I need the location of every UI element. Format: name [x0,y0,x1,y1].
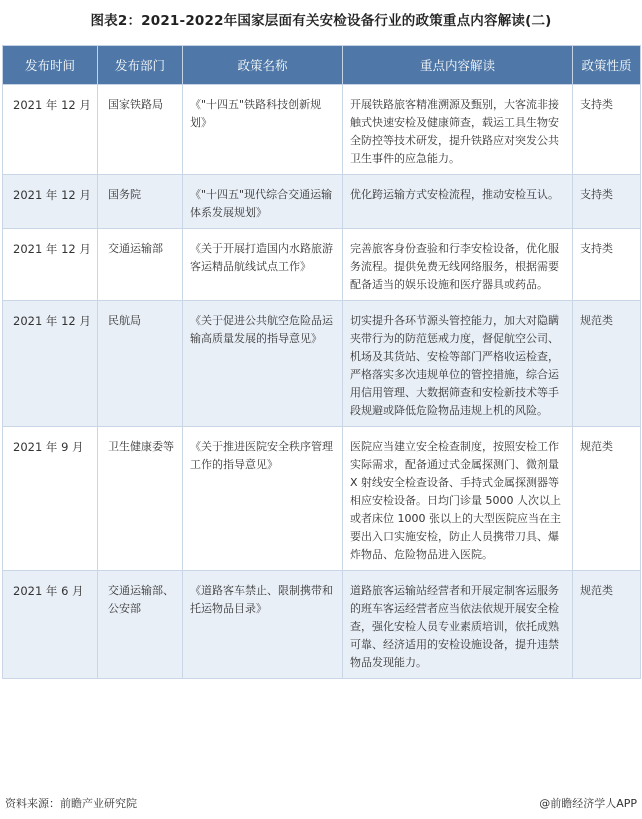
header-key-content: 重点内容解读 [343,46,573,85]
cell-date: 2021 年 12 月 [3,85,98,175]
cell-dept: 民航局 [98,301,183,427]
cell-policy-name: 《关于开展打造国内水路旅游客运精品航线试点工作》 [183,229,343,301]
table-row [3,175,641,229]
cell-key-content: 完善旅客身份查验和行李安检设备，优化服务流程。提供免费无线网络服务，根据需要配备适当的娱乐设施和医疗器具或药品。 [343,229,573,301]
table-header-row [3,46,641,85]
cell-dept: 国家铁路局 [98,85,183,175]
chart-title: 图表2：2021-2022年国家层面有关安检设备行业的政策重点内容解读(二) [90,13,552,29]
cell-policy-type: 规范类 [573,427,641,571]
header-policy-name: 政策名称 [183,46,343,85]
cell-date: 2021 年 12 月 [3,175,98,229]
cell-date: 2021 年 12 月 [3,229,98,301]
cell-key-content: 优化跨运输方式安检流程，推动安检互认。 [343,175,573,229]
cell-dept: 卫生健康委等 [98,427,183,571]
cell-policy-name: 《关于促进公共航空危险品运输高质量发展的指导意见》 [183,301,343,427]
table-row [3,427,641,571]
cell-policy-type: 规范类 [573,301,641,427]
cell-date: 2021 年 9 月 [3,427,98,571]
cell-policy-name: 《"十四五"现代综合交通运输体系发展规划》 [183,175,343,229]
cell-policy-name: 《"十四五"铁路科技创新规划》 [183,85,343,175]
header-policy-type: 政策性质 [573,46,641,85]
cell-key-content: 切实提升各环节源头管控能力，加大对隐瞒夹带行为的防范惩戒力度，督促航空公司、机场及其货站、安检等部门严格收运检查，严格落实多次违规单位的管控措施，综合运用信用管理、大数据筛查和安检新技术等手段规避或降低危险物品违规上机的风险。 [343,301,573,427]
cell-dept: 交通运输部、公安部 [98,571,183,679]
cell-policy-name: 《关于推进医院安全秩序管理工作的指导意见》 [183,427,343,571]
cell-policy-name: 《道路客车禁止、限制携带和托运物品目录》 [183,571,343,679]
cell-dept: 交通运输部 [98,229,183,301]
cell-date: 2021 年 6 月 [3,571,98,679]
policy-table [2,45,641,679]
source-note: 资料来源：前瞻产业研究院 [5,797,137,810]
cell-policy-type: 规范类 [573,571,641,679]
table-row [3,229,641,301]
cell-key-content: 开展铁路旅客精准溯源及甄别，大客流非接触式快速安检及健康筛查，载运工具生物安全防控等技术研发，提升铁路应对突发公共卫生事件的应急能力。 [343,85,573,175]
header-dept: 发布部门 [98,46,183,85]
cell-policy-type: 支持类 [573,229,641,301]
cell-key-content: 道路旅客运输站经营者和开展定制客运服务的班车客运经营者应当依法依规开展安全检查，强化安检人员专业素质培训，依托成熟可靠、经济适用的安检设施设备，提升违禁物品发现能力。 [343,571,573,679]
table-row [3,571,641,679]
cell-key-content: 医院应当建立安全检查制度，按照安检工作实际需求，配备通过式金属探测门、微剂量 X 射线安全检查设备、手持式金属探测器等相应安检设备。日均门诊量 5000 人次以上或者床位 1000 张以上的大型医院应当在主要出入口实施安检，防止人员携带刀具、爆炸物品、危险物品进入医院。 [343,427,573,571]
table-row [3,85,641,175]
cell-date: 2021 年 12 月 [3,301,98,427]
cell-policy-type: 支持类 [573,175,641,229]
brand-credit: @前瞻经济学人APP [539,797,637,810]
cell-policy-type: 支持类 [573,85,641,175]
header-date: 发布时间 [3,46,98,85]
cell-dept: 国务院 [98,175,183,229]
table-row [3,301,641,427]
